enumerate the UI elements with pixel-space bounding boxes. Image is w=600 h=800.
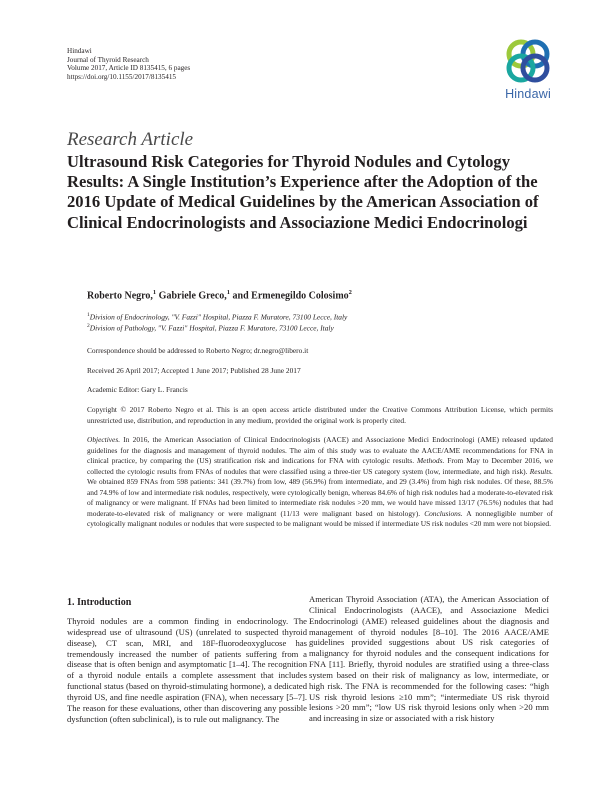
author-name[interactable]: Gabriele Greco, <box>156 290 227 302</box>
affiliation-2 <box>87 322 347 333</box>
affiliation-text: Division of Endocrinology, "V. Fazzi" Hospital, Piazza F. Muratore, 73100 Lecce, Italy <box>89 312 348 322</box>
abstract-objectives: In 2016, the American Association of Clinical Endocrinologists (AACE) and Associazione Medici Endocrinologi (AME) released updated guidelines for the diagnosis and management of thyroid nodules. The aim of this study was to evaluate the AACE/AME recommendations for FNA in clinical practice, by comparing the (US) stratification risk and indications for FNA with cytologic results. <box>87 435 553 465</box>
logo-text: Hindawi <box>505 87 551 101</box>
doi-link[interactable]: https://doi.org/10.1155/2017/8135415 <box>67 72 177 81</box>
article-title: Ultrasound Risk Categories for Thyroid Nodules and Cytology Results: A Single Institution’s Experience after the Adoption of the 2016 Update of Medical Guidelines by the American Association of Clinical Endocrinologists and Associazione Medici Endocrinologi <box>67 152 539 232</box>
correspondence: Correspondence should be addressed to Roberto Negro; dr.negro@libero.it <box>87 346 309 355</box>
author-name[interactable]: Roberto Negro, <box>87 290 153 302</box>
author-list <box>87 289 352 301</box>
section-heading-introduction: 1. Introduction <box>67 597 132 608</box>
affiliation-number: 1 <box>87 312 90 318</box>
academic-editor: Academic Editor: Gary L. Francis <box>87 385 188 394</box>
body-column-left <box>67 616 307 724</box>
affiliation-text: Division of Pathology, "V. Fazzi" Hospital, Piazza F. Muratore, 73100 Lecce, Italy <box>89 323 334 333</box>
journal-name: Journal of Thyroid Research <box>67 55 149 64</box>
hindawi-logo[interactable] <box>497 38 559 104</box>
abstract-methods: From May to December 2016, we collected the cytologic results from FNAs of nodules that were classified using a three-tier US category system (low, intermediate, and high risk). <box>87 456 553 476</box>
affiliation-number: 2 <box>87 323 90 330</box>
article-dates: Received 26 April 2017; Accepted 1 June 2017; Published 28 June 2017 <box>87 366 301 375</box>
article-type: Research Article <box>67 129 194 150</box>
abstract-conclusions-label: Conclusions. <box>424 508 463 518</box>
abstract-results: We obtained 859 FNAs from 598 patients: 341 (39.7%) from low, 489 (56.9%) from intermediate, and 29 (3.4%) from high risk nodules. Of these, 88.5% and 74.9% of low and intermediate risk nodules, respectively, were cytologically benign, whereas 84.6% of high risk nodules had a moderate-to-elevated risk of malignancy or were malignant. If FNAs had been limited to intermediate risk nodules >20 mm, we would have missed 13/17 (76.5%) nodules that had moderate-to-elevated risk of malignancy or were malignant (11/13 were malignant based on histology). <box>87 477 553 518</box>
journal-header <box>67 47 327 81</box>
affiliation-marker: 1 <box>152 289 157 296</box>
affiliation-marker: 1 <box>226 289 231 296</box>
affiliations <box>87 311 347 333</box>
affiliation-1 <box>87 311 347 322</box>
intro-paragraph-1: Thyroid nodules are a common finding in endocrinology. The widespread use of ultrasound (US) (unrelated to suspected thyroid disease), CT scan, MRI, and 18F-fluorodeoxyglucose has tremendously increased the number of patients suffering from a disease that is often benign and asymptomatic [1–4]. The recognition of a thyroid nodule entails a complete assessment that includes functional status (based on thyroid-stimulating hormone), a dedicated thyroid US, and fine needle aspiration (FNA), when necessary [5–7]. The reason for these evaluations, other than discovering any possible dysfunction (often subclinical), is to rule out malignancy. The <box>67 616 307 724</box>
hindawi-logo-icon <box>505 38 551 84</box>
volume-line: Volume 2017, Article ID 8135415, 6 pages <box>67 64 191 73</box>
copyright-notice: Copyright © 2017 Roberto Negro et al. This is an open access article distributed under the Creative Commons Attribution License, which permits unrestricted use, distribution, and reproduction in any medium, provided the original work is properly cited. <box>87 405 553 425</box>
abstract-results-label: Results. <box>529 466 553 476</box>
abstract-objectives-label: Objectives. <box>87 435 121 444</box>
abstract-conclusions: A nonnegligible number of cytologically malignant nodules or nodules that were suspected to be malignant would be missed if intermediate US risk nodules <20 mm were not biopsied. <box>87 508 553 528</box>
intro-paragraph-continued: American Thyroid Association (ATA), the American Association of Clinical Endocrinologists (AACE), and Associazione Medici Endocrinologi (AME) released guidelines about the diagnosis and management of thyroid nodules [8–10]. The 2016 AACE/AME guidelines provided suggestions about US risk categories of malignancy for thyroid nodules and the consequent indications for FNA [11]. Briefly, thyroid nodules are stratified using a three-class system based on their risk of malignancy as low, intermediate, or high risk. The FNA is recommended for the following cases: “high US risk thyroid lesions ≥10 mm”; “intermediate US risk thyroid lesions >20 mm”; “low US risk thyroid lesions only when >20 mm and increasing in size or associated with a risk history <box>309 594 549 724</box>
body-column-right <box>309 594 549 724</box>
abstract <box>87 435 553 530</box>
affiliation-marker: 2 <box>348 289 352 296</box>
author-name[interactable]: and Ermenegildo Colosimo <box>230 290 349 302</box>
publisher-name: Hindawi <box>67 47 92 55</box>
abstract-methods-label: Methods. <box>417 456 445 465</box>
